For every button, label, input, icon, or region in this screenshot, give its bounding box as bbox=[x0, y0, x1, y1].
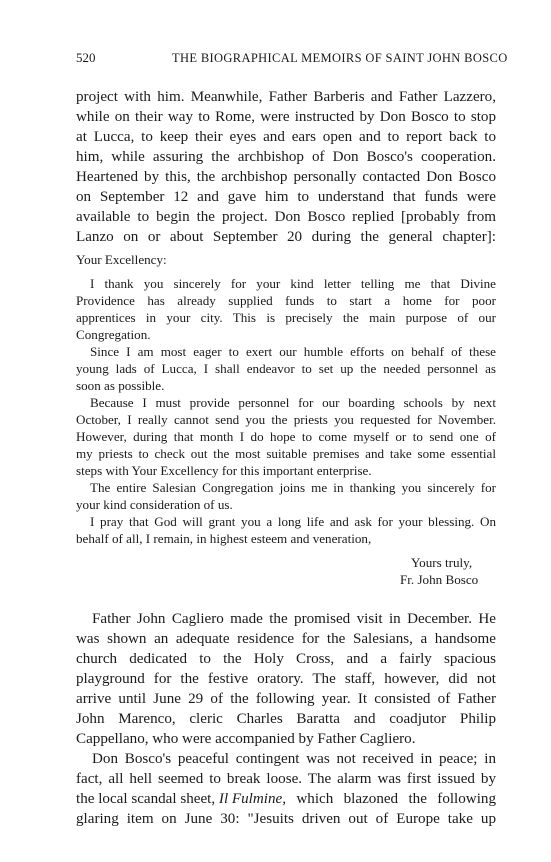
text-line: while on their way to Rome, were instructed by Don Bosco to stop bbox=[76, 109, 496, 125]
text-line: Heartened by this, the archbishop personally contacted Don Bosco bbox=[76, 169, 496, 185]
letter-line: your kind consideration of us. bbox=[76, 497, 233, 512]
letter-signature: Fr. John Bosco bbox=[400, 572, 479, 587]
letter-line: Congregation. bbox=[76, 327, 151, 342]
letter-line: Since I am most eager to exert our humble efforts on behalf of these bbox=[90, 344, 496, 359]
text-line: Cappellano, who were accompanied by Father Cagliero. bbox=[76, 731, 416, 747]
text-run: the local scandal sheet, bbox=[76, 791, 219, 807]
text-line: playground for the festive oratory. The staff, however, did not bbox=[76, 671, 496, 687]
letter-closing: Yours truly, bbox=[411, 555, 473, 570]
text-line: Father John Cagliero made the promised visit in December. He bbox=[92, 611, 496, 627]
text-run: which blazoned the following bbox=[286, 791, 496, 807]
letter-line: I pray that God will grant you a long life and ask for your blessing. On bbox=[90, 514, 496, 529]
letter-line: The entire Salesian Congregation joins me in thanking you sincerely for bbox=[90, 480, 496, 495]
text-line: him, while assuring the archbishop of Don Bosco's cooperation. bbox=[76, 149, 496, 165]
letter-line: I thank you sincerely for your kind letter telling me that Divine bbox=[90, 276, 496, 291]
newspaper-title: Il Fulmine, bbox=[218, 791, 286, 807]
text-line: John Marenco, cleric Charles Baratta and coadjutor Philip bbox=[76, 711, 496, 727]
text-line: Lanzo on or about September 20 during the general chapter]: bbox=[76, 229, 496, 245]
text-line: glaring item on June 30: "Jesuits driven out of Europe take up bbox=[76, 811, 496, 827]
letter-line: young lads of Lucca, I shall endeavor to set up the needed personnel as bbox=[76, 361, 496, 376]
text-line: available to begin the project. Don Bosco replied [probably from bbox=[76, 209, 496, 225]
letter-line: Providence has already supplied funds to start a home for poor bbox=[76, 293, 496, 308]
letter-line: Because I must provide personnel for our boarding schools by next bbox=[90, 395, 496, 410]
running-head: THE BIOGRAPHICAL MEMOIRS OF SAINT JOHN BOSCO bbox=[172, 51, 508, 65]
letter-line: steps with Your Excellency for this important enterprise. bbox=[76, 463, 372, 478]
text-line: project with him. Meanwhile, Father Barberis and Father Lazzero, bbox=[76, 89, 496, 105]
letter-line: However, during that month I do hope to come myself or to send one of bbox=[76, 429, 496, 444]
page-number: 520 bbox=[76, 50, 96, 65]
letter-line: apprentices in your city. This is precisely the main purpose of our bbox=[76, 310, 496, 325]
letter-line: October, I really cannot send you the priests you requested for November. bbox=[76, 412, 496, 427]
text-line: fact, all hell seemed to break loose. The alarm was first issued by bbox=[76, 771, 496, 787]
page-header bbox=[76, 50, 508, 66]
text-line bbox=[76, 789, 496, 809]
text-line: was shown an adequate residence for the Salesians, a handsome bbox=[76, 631, 496, 647]
letter-line: behalf of all, I remain, in highest esteem and veneration, bbox=[76, 531, 372, 546]
letter-line: my priests to check out the most suitable premises and take some essential bbox=[76, 446, 496, 461]
text-line: arrive until June 29 of the following year. It consisted of Father bbox=[76, 691, 496, 707]
letter-line: soon as possible. bbox=[76, 378, 165, 393]
letter-salutation: Your Excellency: bbox=[76, 252, 167, 267]
text-line: on September 12 and gave him to understand that funds were bbox=[76, 189, 496, 205]
text-line: at Lucca, to keep their eyes and ears open and to report back to bbox=[76, 129, 496, 145]
text-line: Don Bosco's peaceful contingent was not received in peace; in bbox=[92, 751, 496, 767]
text-line: church dedicated to the Holy Cross, and a fairly spacious bbox=[76, 651, 496, 667]
